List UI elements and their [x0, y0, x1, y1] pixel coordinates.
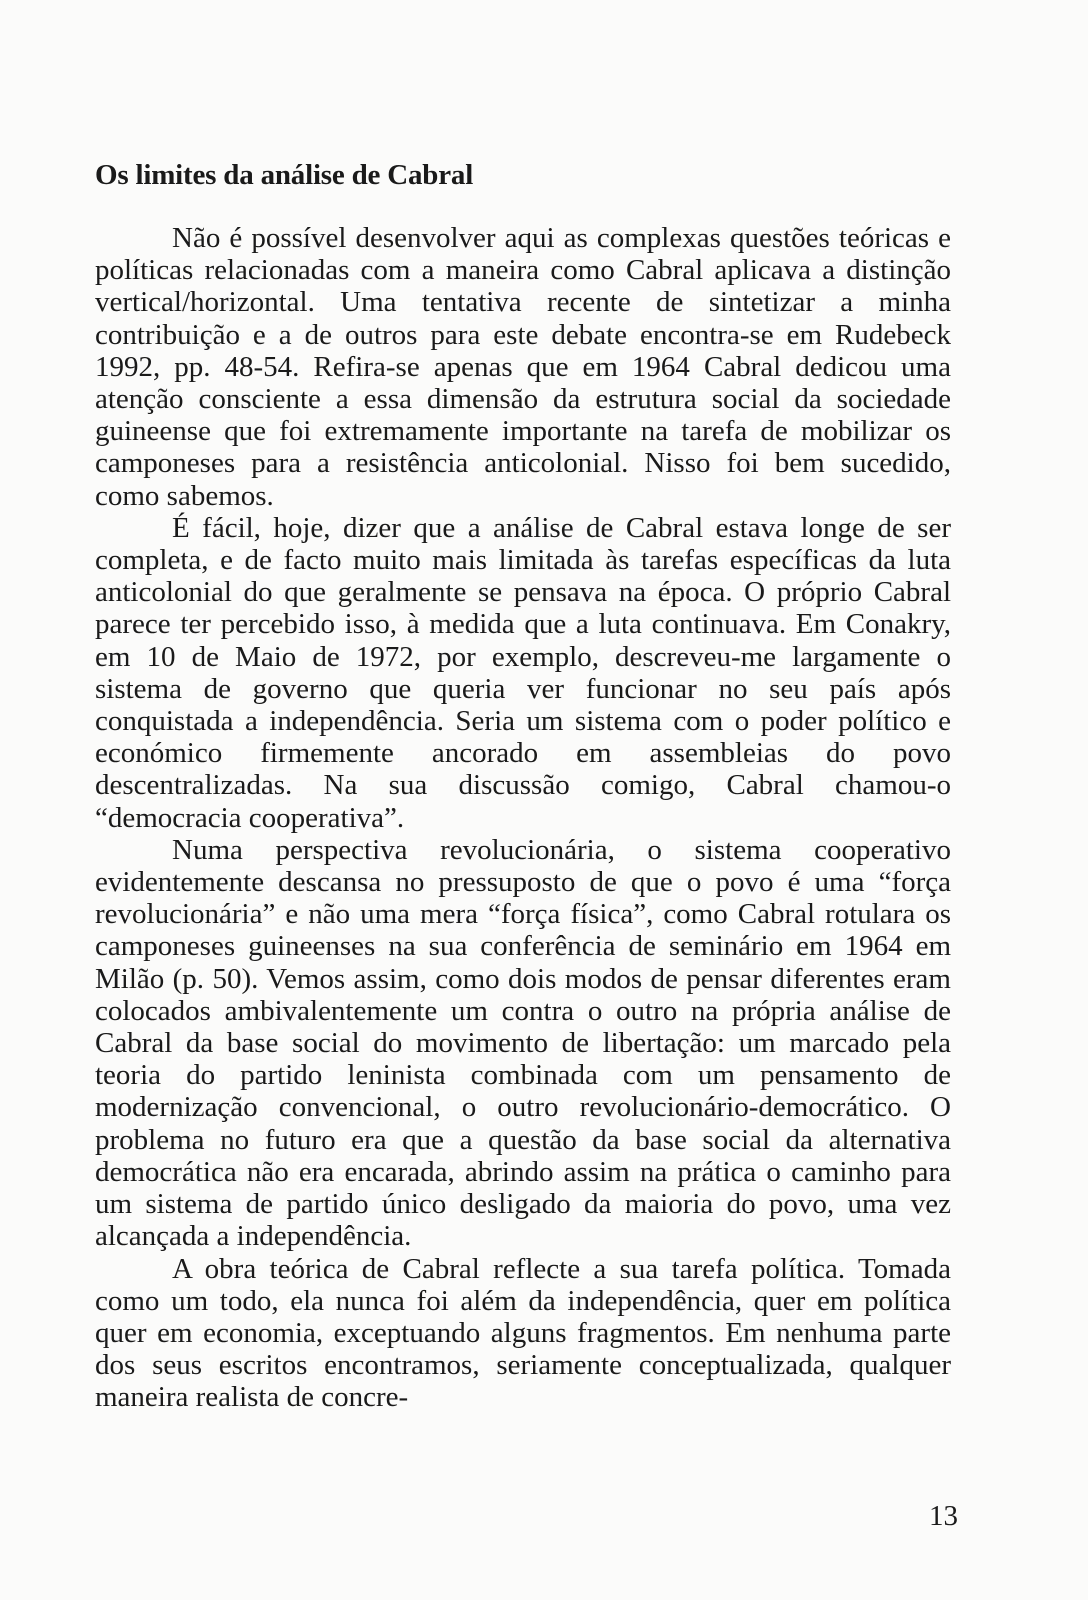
page-number: 13 — [929, 1500, 958, 1532]
paragraph: Numa perspectiva revolucionária, o sistema cooperativo evidentemente descansa no pressuposto de que o povo é uma “força revolucionária” e não uma mera “força física”, como Cabral rotulara os camponeses guineenses na sua conferência de seminário em 1964 em Milão (p. 50). Vemos assim, como dois modos de pensar diferentes eram colocados ambivalentemente um contra o outro na própria análise de Cabral da base social do movimento de libertação: um marcado pela teoria do partido leninista combinada com um pensamento de modernização convencional, o outro revolucionário-democrático. O problema no futuro era que a questão da base social da alternativa democrática não era encarada, abrindo assim na prática o caminho para um sistema de partido único desligado da maioria do povo, uma vez alcançada a independência. — [95, 833, 951, 1253]
paragraph: A obra teórica de Cabral reflecte a sua tarefa política. Tomada como um todo, ela nunca foi além da independência, quer em política quer em economia, exceptuando alguns fragmentos. Em nenhuma parte dos seus escritos encontramos, seriamente conceptualizada, qualquer maneira realista de concre- — [95, 1252, 951, 1414]
section-heading: Os limites da análise de Cabral — [95, 159, 474, 191]
body-text — [95, 222, 951, 1414]
paragraph: É fácil, hoje, dizer que a análise de Cabral estava longe de ser completa, e de facto muito mais limitada às tarefas específicas da luta anticolonial do que geralmente se pensava na época. O próprio Cabral parece ter percebido isso, à medida que a luta continuava. Em Conakry, em 10 de Maio de 1972, por exemplo, descreveu-me largamente o sistema de governo que queria ver funcionar no seu país após conquistada a independência. Seria um sistema com o poder político e económico firmemente ancorado em assembleias do povo descentralizadas. Na sua discussão comigo, Cabral chamou-o “democracia cooperativa”. — [95, 511, 951, 834]
paragraph: Não é possível desenvolver aqui as complexas questões teóricas e políticas relacionadas com a maneira como Cabral aplicava a distinção vertical/horizontal. Uma tentativa recente de sintetizar a minha contribuição e a de outros para este debate encontra-se em Rudebeck 1992, pp. 48-54. Refira-se apenas que em 1964 Cabral dedicou uma atenção consciente a essa dimensão da estrutura social da sociedade guineense que foi extremamente importante na tarefa de mobilizar os camponeses para a resistência anticolonial. Nisso foi bem sucedido, como sabemos. — [95, 222, 951, 512]
